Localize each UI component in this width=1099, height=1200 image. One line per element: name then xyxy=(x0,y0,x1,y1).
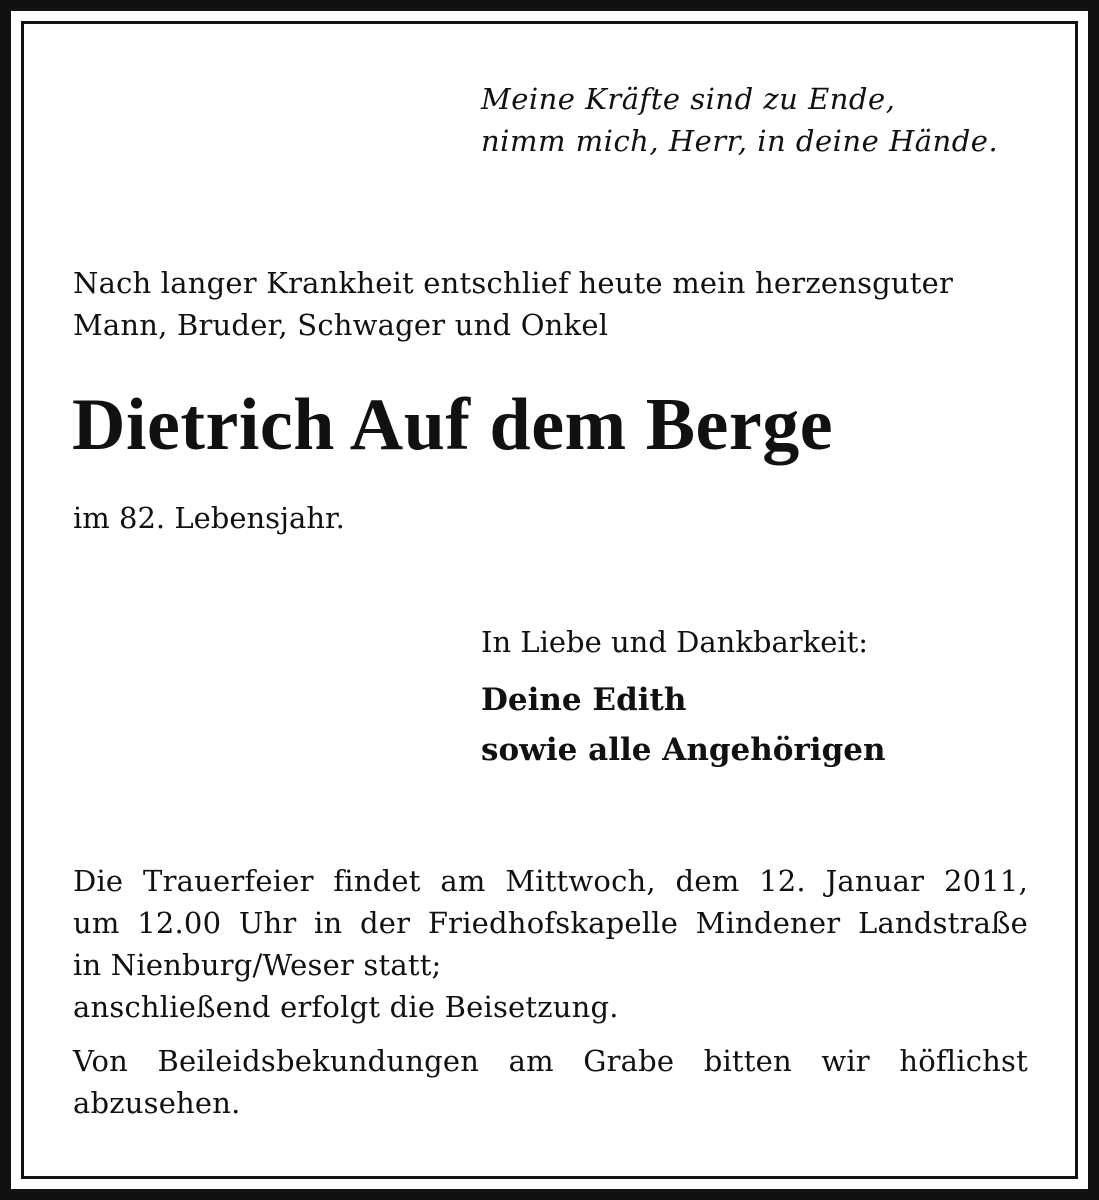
intro-paragraph xyxy=(73,262,1028,346)
age-line: im 82. Lebensjahr. xyxy=(73,501,345,535)
verse-line-1: Meine Kräfte sind zu Ende, xyxy=(481,82,896,116)
intro-line-1: Nach langer Krankheit entschlief heute mein herzensguter xyxy=(73,266,954,300)
service-line-3: in Nienburg/Weser statt; xyxy=(73,948,442,982)
deceased-name: Dietrich Auf dem Berge xyxy=(72,384,834,466)
thanks-line: In Liebe und Dankbarkeit: xyxy=(481,625,869,659)
mourner-name-2: sowie alle Angehörigen xyxy=(481,732,886,768)
bible-verse xyxy=(481,78,998,162)
intro-line-2: Mann, Bruder, Schwager und Onkel xyxy=(73,308,609,342)
mourner-signatures xyxy=(481,675,886,775)
condolence-line-1: Von Beileidsbekundungen am Grabe bitten wir höflichst xyxy=(73,1044,1028,1078)
mourner-name-1: Deine Edith xyxy=(481,682,687,718)
verse-line-2: nimm mich, Herr, in deine Hände. xyxy=(481,124,999,158)
condolence-line-2: abzusehen. xyxy=(73,1086,241,1120)
service-line-2: um 12.00 Uhr in der Friedhofskapelle Mindener Landstraße xyxy=(73,906,1028,940)
service-line-4: anschließend erfolgt die Beisetzung. xyxy=(73,990,619,1024)
service-line-1: Die Trauerfeier findet am Mittwoch, dem 12. Januar 2011, xyxy=(73,864,1028,898)
funeral-service-paragraph xyxy=(73,860,1028,1028)
condolence-request-paragraph xyxy=(73,1040,1028,1124)
